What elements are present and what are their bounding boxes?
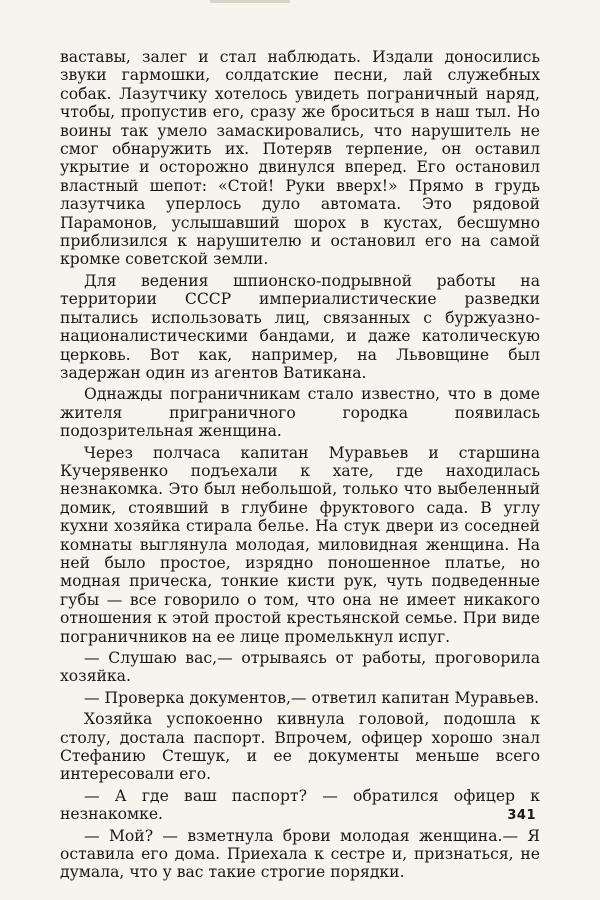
paragraph-6: — Проверка документов,— ответил капитан Муравьев. bbox=[84, 688, 540, 707]
page-number: 341 bbox=[507, 808, 536, 823]
paragraph-9: — Мой? — взметнула брови молодая женщина.— Я оставила его дома. Приехала к сестре и, признаться, не думала, что у вас такие строгие порядки. bbox=[60, 826, 540, 882]
body-text bbox=[60, 48, 540, 882]
paragraph-8: — А где ваш паспорт? — обратился офицер к незнакомке. bbox=[60, 786, 540, 824]
paragraph-3: Однажды пограничникам стало известно, что в доме жителя приграничного городка появилась подозрительная женщина. bbox=[60, 385, 540, 441]
paragraph-1: вaставы, залег и стал наблюдать. Издали доносились звуки гармошки, солдатские песни, лай служебных собак. Лазутчику хотелось увидеть пограничный наряд, чтобы, пропустив его, сразу же броситься в наш тыл. Но воины так умело замаскировались, что нарушитель не смог обнаружить их. Потеряв терпение, он оставил укрытие и осторожно двинулся вперед. Его остановил властный шепот: «Стой! Руки вверх!» Прямо в грудь лазутчика уперлось дуло автомата. Это рядовой Парамонов, услышавший шорох в кустах, бесшумно приблизился к нарушителю и остановил его на самой кромке советской земли. bbox=[60, 48, 540, 269]
paragraph-2: Для ведения шпионско-подрывной работы на территории СССР империалистические разведки пытались использовать лиц, связанных с буржуазно-националистическими бандами, и даже католическую церковь. Вот как, например, на Львовщине был задержан один из агентов Ватикана. bbox=[60, 271, 540, 382]
paragraph-4: Через полчаса капитан Муравьев и старшина Кучерявенко подъехали к хате, где находилась незнакомка. Это был небольшой, только что выбеленный домик, стоявший в глубине фруктового сада. В углу кухни хозяйка стирала белье. На стук двери из соседней комнаты выглянула молодая, миловидная женщина. На ней было простое, изрядно поношенное платье, но модная прическа, тонкие кисти рук, чуть подведенные губы — все говорило о том, что она не имеет никакого отношения к этой простой крестьянской семье. При виде пограничников на ее лице промелькнул испуг. bbox=[60, 443, 540, 646]
paragraph-5: — Слушаю вас,— отрываясь от работы, проговорила хозяйка. bbox=[60, 649, 540, 686]
paragraph-7: Хозяйка успокоенно кивнула головой, подошла к столу, достала паспорт. Впрочем, офицер хорошо знал Стефанию Стешук, и ее документы меньше всего интересовали его. bbox=[60, 710, 540, 784]
scan-edge-mark bbox=[210, 0, 290, 3]
